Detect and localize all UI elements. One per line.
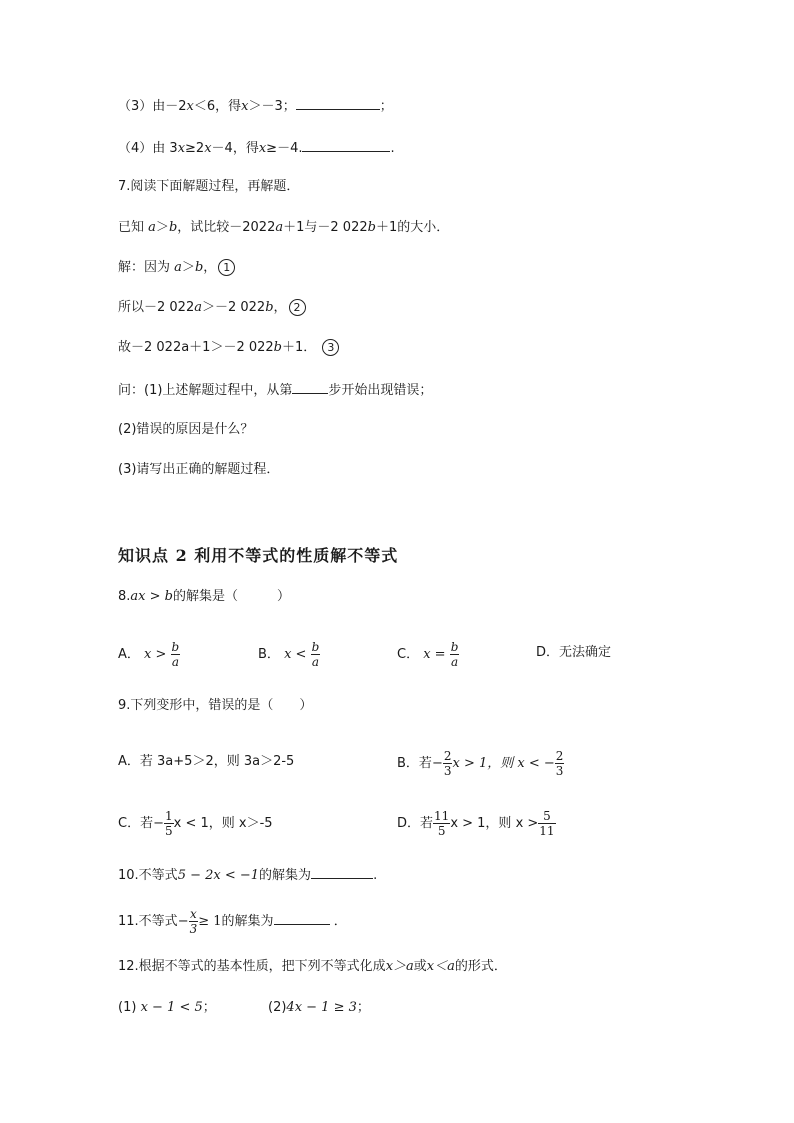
q10: 10.不等式5 − 2x < −1的解集为 . [118,864,377,886]
q7-ask3: (3)请写出正确的解题过程． [118,462,280,477]
step-marker-2: 2 [289,299,306,316]
q12-sub1: (1) x − 1 < 5； [118,1000,216,1015]
q8-stem: 8.ax > b的解集是（ ） [118,589,290,604]
answer-blank[interactable] [302,137,390,152]
q9-option-b[interactable]: B．若− $\frac{2}{3}$ x > 1，则 x < − $\frac{2}{3}$ [397,749,564,778]
q8-option-a[interactable]: A． x > $\frac{b}{a}$ [118,640,180,669]
q12-stem: 12.根据不等式的基本性质，把下列不等式化成x＞a或x＜a的形式． [118,959,507,974]
q8-option-c[interactable]: C． x = $\frac{b}{a}$ [397,640,459,669]
q6-item4: （4）由 3x≥2x－4，得x≥－4. . [118,137,395,159]
answer-blank[interactable] [311,864,373,879]
q7-ask1: 问：(1)上述解题过程中，从第 步开始出现错误； [118,379,432,401]
q8-option-b[interactable]: B． x < $\frac{b}{a}$ [258,640,320,669]
q7-step2: 所以－2 022a＞－2 022b， 2 [118,298,306,318]
q7-step3: 故－2 022a＋1＞－2 022b＋1． 3 [118,338,339,358]
q9-option-d[interactable]: D．若 $\frac{11}{5}$ x > 1，则 x > $\frac{5}{11}$ [397,809,555,838]
answer-blank[interactable] [274,910,330,925]
step-marker-3: 3 [322,339,339,356]
q7-ask2: (2)错误的原因是什么？ [118,422,254,437]
q7-given: 已知 a＞b，试比较－2022a＋1与－2 022b＋1的大小． [118,220,450,235]
answer-blank[interactable] [296,95,380,110]
q9-option-a[interactable]: A．若 3a+5＞2，则 3a＞2-5 [118,754,295,769]
q7-title: 7.阅读下面解题过程，再解题． [118,179,300,194]
q7-step1: 解：因为 a＞b， 1 [118,258,235,278]
section-heading: 知识点 2 利用不等式的性质解不等式 [118,546,399,565]
q9-stem: 9.下列变形中，错误的是（ ） [118,698,313,713]
q9-option-c[interactable]: C．若− $\frac{1}{5}$ x < 1，则 x＞-5 [118,809,273,838]
q8-option-d[interactable]: D．无法确定 [536,645,612,660]
q11: 11.不等式− $\frac{x}{3}$ ≥ 1的解集为 ． [118,907,347,936]
answer-blank[interactable] [292,379,328,394]
q6-item3: （3）由－2x＜6，得x＞－3； ； [118,95,393,117]
step-marker-1: 1 [218,259,235,276]
q12-sub2: (2)4x − 1 ≥ 3； [268,1000,370,1015]
